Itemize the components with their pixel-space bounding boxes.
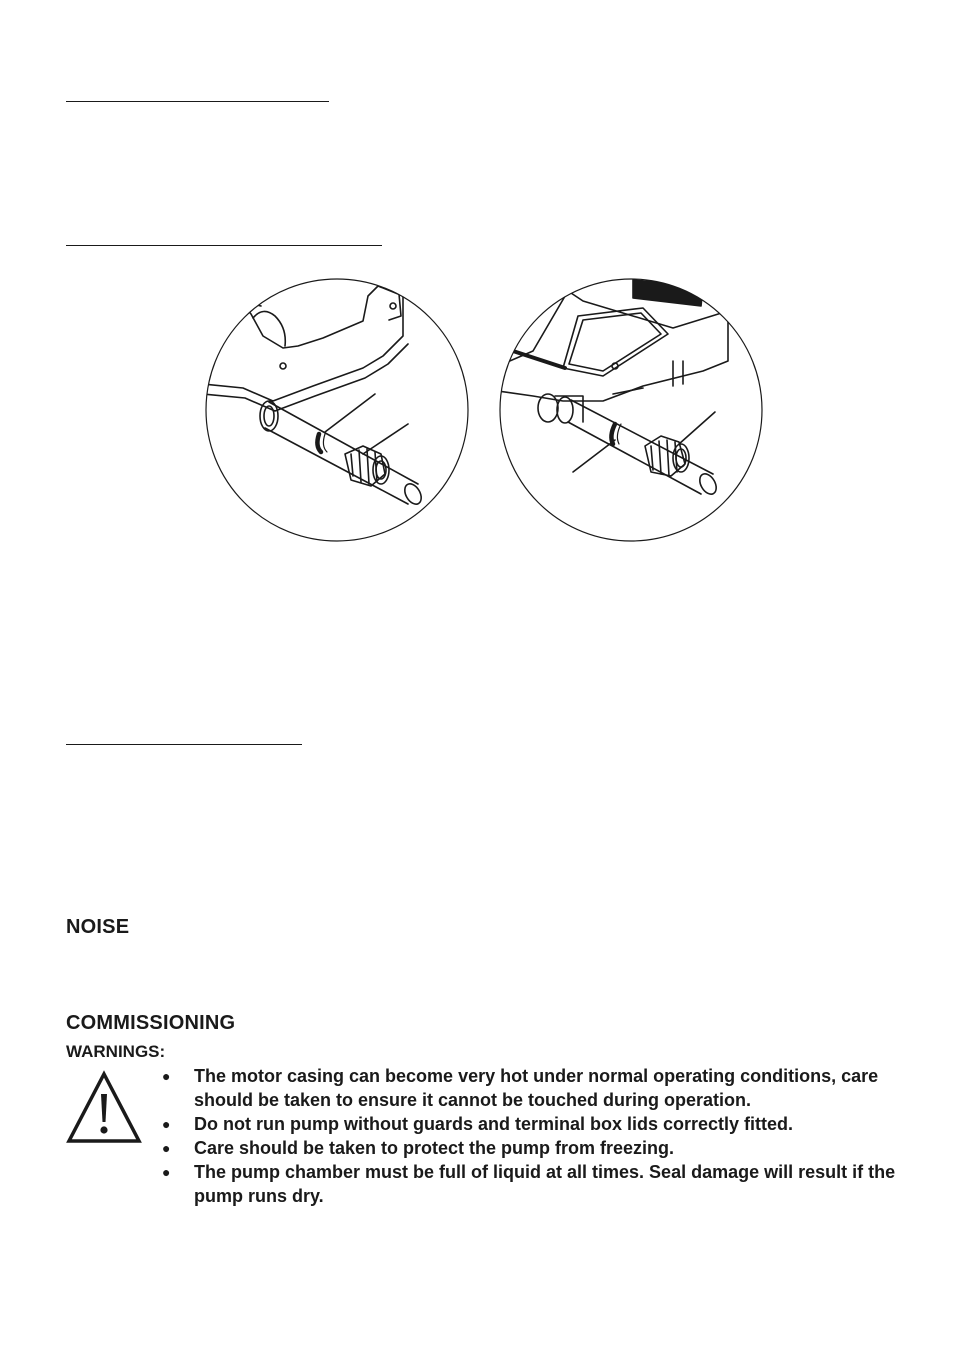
section-rule-2 xyxy=(66,245,382,246)
left-detail-drawing xyxy=(203,284,425,507)
section-rule-1 xyxy=(66,101,329,102)
warning-item xyxy=(160,1112,900,1136)
bullet-icon: ● xyxy=(162,1116,171,1132)
pipe-fitting-figure xyxy=(203,276,765,544)
warning-text: Care should be taken to protect the pump from freezing. xyxy=(194,1138,675,1158)
section-rule-3 xyxy=(66,744,302,745)
warning-item xyxy=(160,1064,900,1112)
warning-text: Do not run pump without guards and terminal box lids correctly fitted. xyxy=(194,1114,794,1134)
noise-heading: NOISE xyxy=(66,916,130,938)
warnings-list xyxy=(160,1064,900,1208)
exclamation-triangle-icon xyxy=(66,1070,142,1146)
bullet-icon: ● xyxy=(162,1140,171,1156)
bullet-icon: ● xyxy=(162,1164,171,1180)
warning-text: The pump chamber must be full of liquid at all times. Seal damage will result if the pump runs dry. xyxy=(194,1162,896,1206)
warning-item xyxy=(160,1160,900,1208)
right-detail-drawing xyxy=(498,276,728,497)
warning-text: The motor casing can become very hot under normal operating conditions, care should be taken to ensure it cannot be touched during operation. xyxy=(194,1066,879,1110)
bullet-icon: ● xyxy=(162,1068,171,1084)
warnings-label: WARNINGS: xyxy=(66,1042,166,1061)
warning-item xyxy=(160,1136,900,1160)
commissioning-heading: COMMISSIONING xyxy=(66,1012,236,1034)
